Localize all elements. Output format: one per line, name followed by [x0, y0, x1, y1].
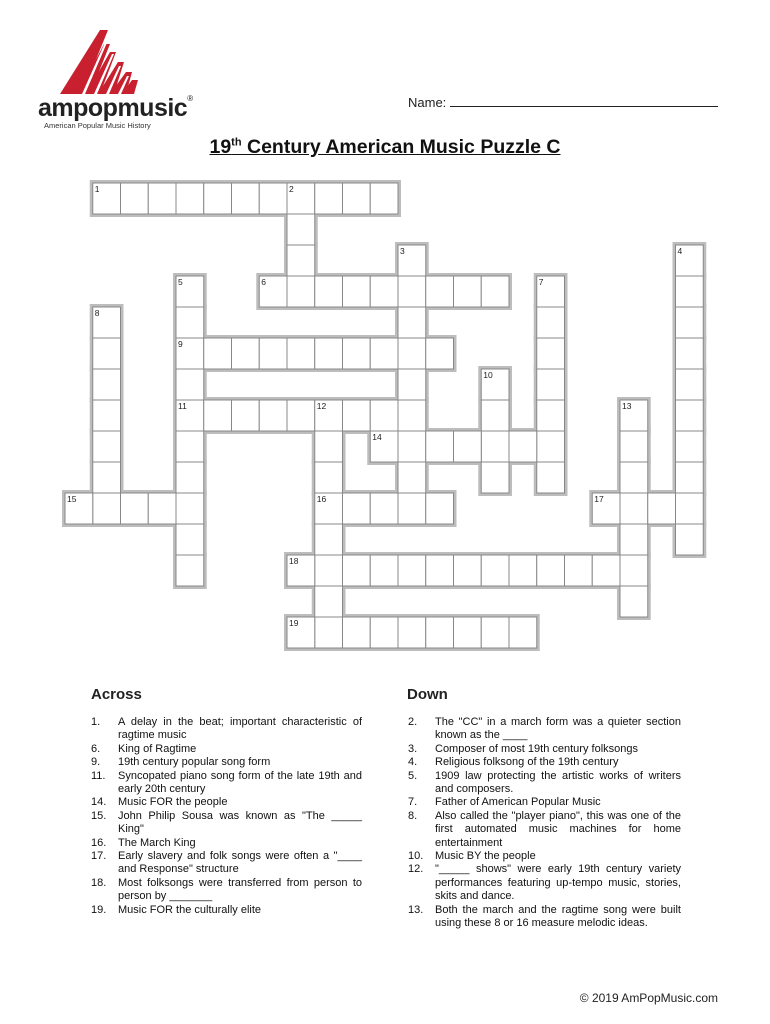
grid-cell[interactable]: [620, 431, 648, 462]
clue-text: A delay in the beat; important characteristic of ragtime music: [118, 716, 362, 742]
grid-cell[interactable]: [93, 462, 121, 493]
grid-cell[interactable]: [620, 524, 648, 555]
grid-cell[interactable]: [676, 462, 704, 493]
grid-cell[interactable]: [259, 183, 287, 214]
clue-text: John Philip Sousa was known as "The _____ King": [118, 809, 362, 836]
grid-cell[interactable]: [426, 617, 454, 648]
cell-number: 14: [372, 432, 382, 442]
grid-cell[interactable]: [537, 462, 565, 493]
cell-number: 19: [289, 618, 299, 628]
grid-cell[interactable]: [592, 555, 620, 586]
grid-cell[interactable]: [537, 338, 565, 369]
across-clue-list: [91, 716, 362, 917]
grid-cell[interactable]: [343, 276, 371, 307]
grid-cell[interactable]: [93, 493, 121, 524]
grid-cell[interactable]: [398, 493, 426, 524]
clue-text: 1909 law protecting the artistic works of writers and composers.: [435, 769, 681, 796]
across-clue: [91, 904, 362, 917]
grid-cell[interactable]: [398, 400, 426, 431]
across-clue: [91, 810, 362, 837]
grid-cell[interactable]: [176, 307, 204, 338]
clue-text: The "CC" in a march form was a quieter section known as the ____: [435, 716, 681, 742]
clue-text: Most folksongs were transferred from person to person by _______: [118, 876, 362, 903]
cell-number: 11: [178, 401, 187, 411]
clue-text: Music FOR the people: [118, 796, 228, 809]
grid-cell[interactable]: [370, 493, 398, 524]
grid-cell[interactable]: [398, 369, 426, 400]
cell-number: 18: [289, 556, 299, 566]
clue-number: 16.: [91, 836, 107, 849]
grid-cell[interactable]: [204, 400, 232, 431]
across-clue: [91, 837, 362, 850]
grid-cell[interactable]: [509, 555, 537, 586]
cell-number: 8: [94, 308, 100, 318]
down-clue: [408, 796, 681, 809]
grid-cell[interactable]: [481, 617, 509, 648]
grid-cell[interactable]: [676, 400, 704, 431]
grid-cell[interactable]: [259, 400, 287, 431]
clue-text: "_____ shows" were early 19th century variety performances featuring up-tempo music, stories, skits and dance.: [435, 863, 681, 903]
cell-number: 6: [261, 277, 266, 287]
grid-cell[interactable]: [370, 276, 398, 307]
clue-text: Religious folksong of the 19th century: [435, 756, 619, 769]
grid-cell[interactable]: [315, 462, 343, 493]
across-clue: [91, 877, 362, 904]
clue-number: 11.: [91, 769, 106, 782]
clue-number: 9.: [91, 756, 101, 769]
grid-cell[interactable]: [287, 338, 315, 369]
grid-cell[interactable]: [93, 400, 121, 431]
grid-cell[interactable]: [537, 555, 565, 586]
grid-cell[interactable]: [176, 431, 204, 462]
down-clue: [408, 863, 681, 903]
cell-number: 3: [400, 246, 405, 256]
cell-number: 1: [94, 184, 100, 194]
copyright-notice: © 2019 AmPopMusic.com: [579, 991, 718, 1005]
grid-cell[interactable]: [426, 555, 454, 586]
grid-cell[interactable]: [537, 307, 565, 338]
clue-number: 14.: [91, 796, 107, 809]
cell-number: 2: [289, 184, 294, 194]
clue-number: 15.: [91, 809, 107, 822]
grid-cell[interactable]: [398, 307, 426, 338]
grid-cell[interactable]: [676, 493, 704, 524]
down-clue: [408, 904, 681, 931]
grid-cell[interactable]: [315, 555, 343, 586]
grid-cell[interactable]: [287, 214, 315, 245]
grid-cell[interactable]: [676, 524, 704, 555]
grid-cell[interactable]: [481, 276, 509, 307]
grid-cell[interactable]: [481, 431, 509, 462]
grid-cell[interactable]: [509, 617, 537, 648]
grid-cell[interactable]: [676, 338, 704, 369]
clue-text: Music FOR the culturally elite: [118, 903, 262, 916]
logo-wordmark: ampopmusic®: [38, 94, 193, 122]
grid-cell[interactable]: [620, 586, 648, 617]
grid-cell[interactable]: [537, 400, 565, 431]
cell-number: 10: [483, 370, 493, 380]
grid-cell[interactable]: [370, 183, 398, 214]
grid-cell[interactable]: [176, 493, 204, 524]
grid-cell[interactable]: [315, 338, 343, 369]
grid-cell[interactable]: [176, 183, 204, 214]
grid-cell[interactable]: [315, 276, 343, 307]
clue-number: 7.: [408, 796, 418, 809]
clue-number: 1.: [91, 716, 101, 728]
grid-cell[interactable]: [676, 369, 704, 400]
grid-cell[interactable]: [398, 555, 426, 586]
clue-text: King of Ragtime: [118, 742, 197, 755]
cell-number: 7: [538, 277, 544, 287]
cell-number: 17: [594, 494, 604, 504]
grid-cell[interactable]: [426, 493, 454, 524]
grid-cell[interactable]: [398, 338, 426, 369]
grid-cell[interactable]: [287, 276, 315, 307]
grid-cell[interactable]: [454, 555, 482, 586]
down-clue-list: [408, 716, 681, 931]
clue-number: 19.: [91, 903, 107, 916]
grid-cell[interactable]: [204, 183, 232, 214]
grid-cell[interactable]: [343, 400, 371, 431]
cell-number: 4: [677, 246, 683, 256]
grid-cell[interactable]: [176, 555, 204, 586]
clue-number: 10.: [408, 850, 424, 863]
across-clue: [91, 756, 362, 769]
grid-cell[interactable]: [343, 493, 371, 524]
clue-text: Early slavery and folk songs were often a "____ and Response" structure: [118, 850, 362, 876]
clue-number: 13.: [408, 903, 424, 916]
grid-cell[interactable]: [620, 462, 648, 493]
grid-cell[interactable]: [121, 183, 149, 214]
grid-cell[interactable]: [620, 493, 648, 524]
grid-cell[interactable]: [370, 338, 398, 369]
across-clue: [91, 850, 362, 877]
grid-cell[interactable]: [232, 400, 260, 431]
grid-cell[interactable]: [398, 462, 426, 493]
grid-cell[interactable]: [676, 431, 704, 462]
grid-cell[interactable]: [565, 555, 593, 586]
clue-number: 3.: [408, 742, 418, 755]
grid-cell[interactable]: [398, 276, 426, 307]
grid-cell[interactable]: [370, 400, 398, 431]
clue-text: Also called the "player piano", this was one of the first automated music machines for home entertainment: [435, 809, 681, 849]
cell-number: 13: [622, 401, 632, 411]
clue-text: Composer of most 19th century folksongs: [435, 742, 638, 755]
clue-text: The March King: [118, 836, 196, 849]
grid-cell[interactable]: [426, 276, 454, 307]
grid-cell[interactable]: [232, 183, 260, 214]
grid-cell[interactable]: [343, 617, 371, 648]
grid-cell[interactable]: [370, 555, 398, 586]
logo-tagline: American Popular Music History: [44, 121, 151, 130]
grid-cell[interactable]: [370, 617, 398, 648]
grid-cell[interactable]: [93, 431, 121, 462]
grid-cell[interactable]: [93, 369, 121, 400]
grid-cell[interactable]: [204, 338, 232, 369]
grid-cell[interactable]: [648, 493, 676, 524]
grid-cell[interactable]: [287, 400, 315, 431]
clue-text: Both the march and the ragtime song were built using these 8 or 16 measure melodic ideas.: [435, 903, 681, 930]
grid-cell[interactable]: [232, 338, 260, 369]
grid-cell[interactable]: [481, 555, 509, 586]
clue-number: 17.: [91, 850, 107, 863]
down-clue: [408, 810, 681, 850]
down-clue: [408, 716, 681, 743]
grid-cell[interactable]: [121, 493, 149, 524]
clue-number: 18.: [91, 876, 107, 889]
clue-number: 4.: [408, 756, 418, 769]
cell-number: 15: [67, 494, 77, 504]
clue-text: Syncopated piano song form of the late 19th and early 20th century: [118, 769, 362, 796]
grid-cell[interactable]: [315, 524, 343, 555]
grid-cell[interactable]: [176, 369, 204, 400]
grid-cell[interactable]: [343, 555, 371, 586]
grid-cell[interactable]: [315, 431, 343, 462]
down-clue: [408, 756, 681, 769]
across-clue: [91, 716, 362, 743]
cell-number: 9: [178, 339, 183, 349]
grid-cell[interactable]: [537, 431, 565, 462]
grid-cell[interactable]: [676, 307, 704, 338]
clue-text: Father of American Popular Music: [435, 796, 601, 809]
grid-cell[interactable]: [537, 369, 565, 400]
grid-cell[interactable]: [398, 431, 426, 462]
grid-cell[interactable]: [426, 431, 454, 462]
down-clue: [408, 743, 681, 756]
down-clue: [408, 770, 681, 797]
grid-cell[interactable]: [176, 462, 204, 493]
clue-number: 8.: [408, 809, 418, 822]
grid-cell[interactable]: [481, 400, 509, 431]
grid-cell[interactable]: [148, 493, 176, 524]
cell-number: 12: [316, 401, 327, 411]
clue-text: 19th century popular song form: [118, 756, 271, 769]
down-clue: [408, 850, 681, 863]
grid-cell[interactable]: [454, 431, 482, 462]
across-clue: [91, 743, 362, 756]
grid-cell[interactable]: [176, 524, 204, 555]
grid-cell[interactable]: [287, 245, 315, 276]
grid-cell[interactable]: [148, 183, 176, 214]
clue-number: 12.: [408, 863, 424, 876]
grid-cell[interactable]: [343, 338, 371, 369]
grid-cell[interactable]: [398, 617, 426, 648]
clue-number: 2.: [408, 716, 418, 728]
grid-cell[interactable]: [481, 462, 509, 493]
grid-cell[interactable]: [454, 276, 482, 307]
across-heading: Across: [91, 686, 142, 703]
grid-cell[interactable]: [259, 338, 287, 369]
clue-text: Music BY the people: [435, 850, 536, 863]
grid-cell[interactable]: [93, 338, 121, 369]
clue-number: 5.: [408, 769, 418, 782]
clue-number: 6.: [91, 742, 101, 755]
grid-cell[interactable]: [343, 183, 371, 214]
grid-cell[interactable]: [454, 617, 482, 648]
grid-cell[interactable]: [426, 338, 454, 369]
grid-cell[interactable]: [676, 276, 704, 307]
grid-cell[interactable]: [315, 617, 343, 648]
grid-cell[interactable]: [315, 183, 343, 214]
across-clue: [91, 796, 362, 809]
grid-cell[interactable]: [509, 431, 537, 462]
cell-number: 5: [178, 277, 183, 287]
across-clue: [91, 770, 362, 797]
down-heading: Down: [407, 686, 448, 703]
grid-cell[interactable]: [620, 555, 648, 586]
name-label: Name:: [408, 95, 447, 110]
grid-cell[interactable]: [315, 586, 343, 617]
cell-number: 16: [316, 494, 327, 504]
page-title: 19th Century American Music Puzzle C: [209, 136, 561, 158]
